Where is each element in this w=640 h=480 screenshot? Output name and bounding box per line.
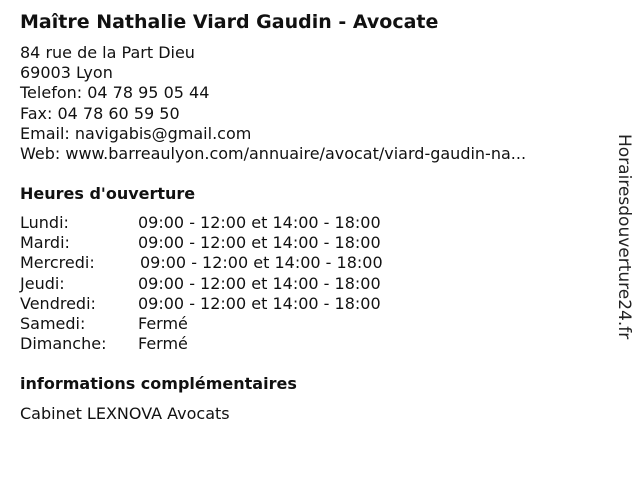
time-value: Fermé	[138, 334, 188, 354]
website-link[interactable]: Web: www.barreaulyon.com/annuaire/avocat/viard-gaudin-na...	[20, 143, 527, 163]
day-label: Dimanche:	[20, 334, 107, 354]
day-label: Jeudi:	[20, 273, 65, 293]
time-value: 09:00 - 12:00 et 14:00 - 18:00	[138, 233, 381, 253]
opening-hours-heading: Heures d'ouverture	[20, 184, 196, 203]
day-label: Mercredi:	[20, 253, 95, 273]
additional-info-heading: informations complémentaires	[20, 374, 297, 393]
email-address: Email: navigabis@gmail.com	[20, 123, 252, 143]
page-title: Maître Nathalie Viard Gaudin - Avocate	[20, 11, 439, 33]
street-address: 84 rue de la Part Dieu	[20, 43, 195, 62]
additional-info-text: Cabinet LEXNOVA Avocats	[20, 404, 230, 423]
time-value: 09:00 - 12:00 et 14:00 - 18:00	[138, 273, 381, 293]
day-label: Mardi:	[20, 233, 70, 253]
time-value: 09:00 - 12:00 et 14:00 - 18:00	[138, 293, 381, 313]
day-label: Vendredi:	[20, 293, 96, 313]
time-value: Fermé	[138, 313, 188, 333]
city-postcode: 69003 Lyon	[20, 63, 113, 83]
fax-number: Fax: 04 78 60 59 50	[20, 103, 180, 123]
time-value: 09:00 - 12:00 et 14:00 - 18:00	[140, 253, 383, 273]
day-label: Samedi:	[20, 313, 86, 333]
phone-number: Telefon: 04 78 95 05 44	[20, 83, 210, 103]
time-value: 09:00 - 12:00 et 14:00 - 18:00	[138, 213, 381, 232]
contact-details	[20, 43, 526, 164]
day-label: Lundi:	[20, 213, 69, 232]
site-watermark: Horairesdouverture24.fr	[614, 134, 634, 340]
